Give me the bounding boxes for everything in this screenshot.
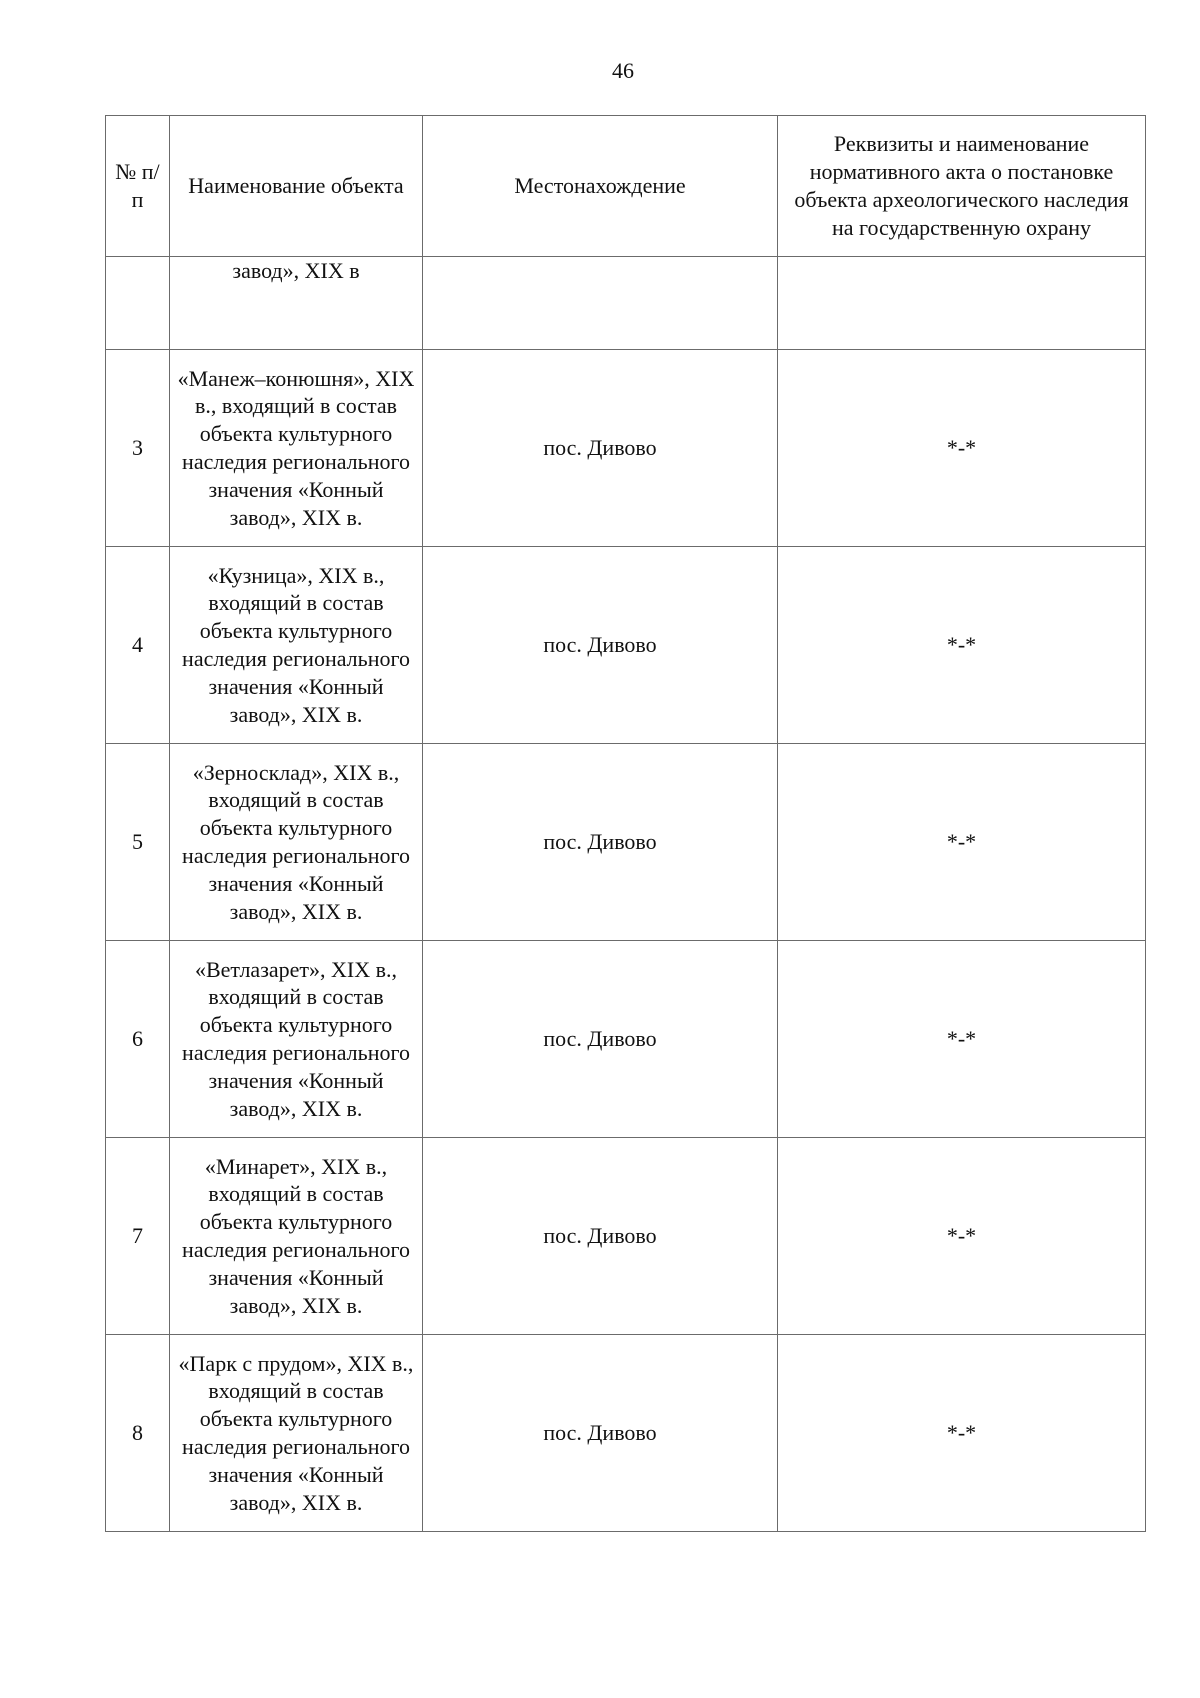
row-number-cell: 8 [106,1335,170,1532]
table-row-continuation [106,257,1146,350]
row-requisites-cell: *-* [778,1138,1146,1335]
table-header-row [106,116,1146,257]
row-number-cell: 3 [106,350,170,547]
row-location-cell: пос. Дивово [423,1138,778,1335]
row-location-cell: пос. Дивово [423,350,778,547]
row-name-cell: «Манеж–конюшня», XIX в., входящий в состав объекта культурного наследия регионального значения «Конный завод», XIX в. [170,350,423,547]
row-number-cell: 5 [106,744,170,941]
row-name-cell: «Кузница», XIX в., входящий в состав объекта культурного наследия регионального значения «Конный завод», XIX в. [170,547,423,744]
table-row [106,547,1146,744]
table-row [106,350,1146,547]
row-number-cell [106,257,170,350]
row-requisites-cell [778,257,1146,350]
table-row [106,1138,1146,1335]
header-location: Местонахождение [423,116,778,257]
table-row [106,744,1146,941]
row-number-cell: 7 [106,1138,170,1335]
row-location-cell: пос. Дивово [423,744,778,941]
row-name-cell: «Ветлазарет», XIX в., входящий в состав объекта культурного наследия регионального значения «Конный завод», XIX в. [170,941,423,1138]
row-location-cell: пос. Дивово [423,1335,778,1532]
header-name: Наименование объекта [170,116,423,257]
heritage-objects-table [105,115,1146,1532]
row-requisites-cell: *-* [778,1335,1146,1532]
row-location-cell [423,257,778,350]
row-name-cell: завод», XIX в [170,257,423,350]
row-number-cell: 6 [106,941,170,1138]
row-location-cell: пос. Дивово [423,547,778,744]
row-requisites-cell: *-* [778,547,1146,744]
table-row [106,1335,1146,1532]
row-name-cell: «Зерносклад», XIX в., входящий в состав объекта культурного наследия регионального значения «Конный завод», XIX в. [170,744,423,941]
row-requisites-cell: *-* [778,941,1146,1138]
row-name-cell: «Парк с прудом», XIX в., входящий в состав объекта культурного наследия регионального значения «Конный завод», XIX в. [170,1335,423,1532]
row-name-cell: «Минарет», XIX в., входящий в состав объекта культурного наследия регионального значения «Конный завод», XIX в. [170,1138,423,1335]
header-requisites: Реквизиты и наименование нормативного акта о постановке объекта археологического наследия на государственную охрану [778,116,1146,257]
page-number: 46 [612,58,634,83]
row-requisites-cell: *-* [778,350,1146,547]
row-number-cell: 4 [106,547,170,744]
header-number: № п/п [106,116,170,257]
row-location-cell: пос. Дивово [423,941,778,1138]
row-requisites-cell: *-* [778,744,1146,941]
table-row [106,941,1146,1138]
